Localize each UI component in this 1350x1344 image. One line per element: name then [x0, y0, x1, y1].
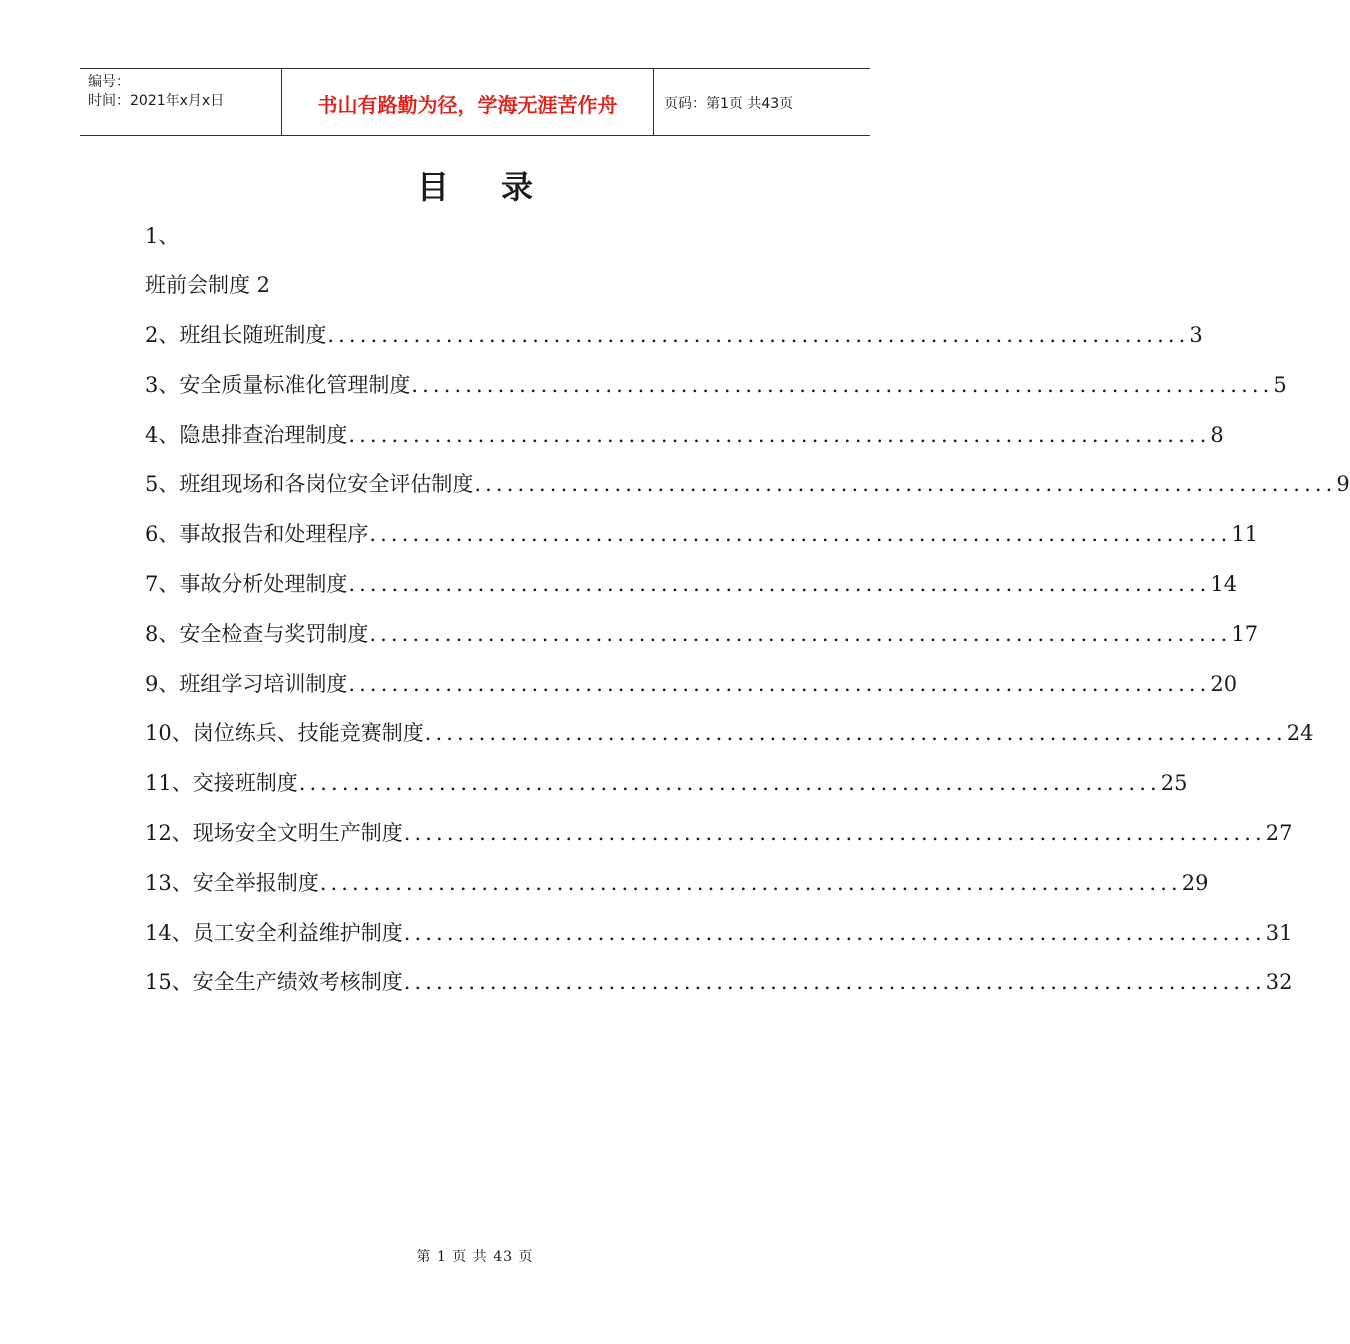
- toc-leader-dots: ................................................................................: [424, 721, 1287, 746]
- toc-entry-page: 27: [1265, 821, 1293, 845]
- toc-entry-page: 11: [1231, 522, 1259, 547]
- toc-leader-dots: ................................................................................: [403, 920, 1266, 945]
- toc-entry[interactable]: [145, 370, 1287, 400]
- date-label: 时间：2021年x月x日: [88, 93, 225, 109]
- toc-entry-label: 9、班组学习培训制度: [145, 671, 348, 696]
- code-label: 编号：: [88, 74, 130, 90]
- toc-entry-label: 10、岗位练兵、技能竞赛制度: [145, 721, 424, 746]
- toc-entry-label: 12、现场安全文明生产制度: [145, 821, 403, 845]
- toc-leader-dots: ................................................................................: [348, 671, 1211, 696]
- header-meta: [80, 69, 282, 135]
- toc-leader-dots: ................................................................................: [319, 870, 1182, 895]
- toc-entry-label: 11、交接班制度: [145, 771, 298, 796]
- toc-item-1-number[interactable]: 1、: [145, 224, 180, 248]
- toc-entry-label: 13、安全举报制度: [145, 870, 319, 895]
- toc-entry-label: 2、班组长随班制度: [145, 323, 327, 347]
- toc-entry-label: 4、隐患排查治理制度: [145, 422, 348, 447]
- toc-leader-dots: ................................................................................: [348, 572, 1211, 596]
- toc-entry[interactable]: [145, 519, 1259, 549]
- toc-entry-label: 14、员工安全利益维护制度: [145, 920, 403, 945]
- toc-entry[interactable]: [145, 868, 1209, 898]
- document-header: [80, 68, 870, 136]
- toc-entry[interactable]: [145, 320, 1203, 350]
- toc-leader-dots: ................................................................................: [348, 422, 1211, 447]
- toc-entry[interactable]: [145, 967, 1293, 997]
- toc-entry-label: 5、班组现场和各岗位安全评估制度: [145, 472, 474, 497]
- toc-entry[interactable]: [145, 918, 1293, 948]
- toc-entry-label: 6、事故报告和处理程序: [145, 522, 369, 547]
- page-footer: 第 1 页 共 43 页: [416, 1249, 534, 1265]
- toc-leader-dots: ................................................................................: [298, 771, 1161, 796]
- toc-entry-page: 5: [1273, 372, 1287, 397]
- header-page-info: 页码：第1页 共43页: [664, 96, 794, 112]
- toc-entry-label: 7、事故分析处理制度: [145, 572, 348, 596]
- header-motto: 书山有路勤为径，学海无涯苦作舟: [282, 69, 654, 135]
- toc-item-1-text[interactable]: 班前会制度 2: [145, 273, 271, 297]
- toc-entry[interactable]: [145, 619, 1259, 649]
- toc-entry-label: 15、安全生产绩效考核制度: [145, 970, 403, 995]
- toc-leader-dots: ................................................................................: [403, 821, 1266, 845]
- title-part-2: 录: [501, 168, 534, 206]
- toc-entry[interactable]: [145, 718, 1314, 748]
- toc-entry-page: 17: [1231, 621, 1259, 646]
- toc-leader-dots: ................................................................................: [369, 522, 1232, 547]
- toc-entry-page: 3: [1189, 323, 1203, 347]
- toc-entry-label: 8、安全检查与奖罚制度: [145, 621, 369, 646]
- toc-entry[interactable]: [145, 469, 1350, 499]
- toc-entry-page: 8: [1210, 422, 1224, 447]
- toc-entry[interactable]: [145, 669, 1238, 699]
- toc-entry[interactable]: [145, 420, 1224, 450]
- toc-leader-dots: ................................................................................: [327, 323, 1190, 347]
- toc-leader-dots: ................................................................................: [369, 621, 1232, 646]
- toc-entry-label: 3、安全质量标准化管理制度: [145, 372, 411, 397]
- toc-leader-dots: ................................................................................: [403, 970, 1266, 995]
- toc-entry-page: 25: [1160, 771, 1188, 796]
- title-part-1: 目: [416, 168, 449, 206]
- toc-entry-page: 20: [1210, 671, 1238, 696]
- toc-entry[interactable]: [145, 768, 1188, 798]
- toc-entry[interactable]: [145, 569, 1238, 599]
- toc-entry-page: 29: [1181, 870, 1209, 895]
- toc-entry-page: 9: [1336, 472, 1350, 497]
- toc-entry-page: 14: [1210, 572, 1238, 596]
- toc-entry-page: 24: [1286, 721, 1314, 746]
- toc-leader-dots: ................................................................................: [411, 372, 1274, 397]
- toc-entry[interactable]: [145, 818, 1293, 848]
- toc-entry-page: 32: [1265, 970, 1293, 995]
- toc-leader-dots: ................................................................................: [474, 472, 1337, 497]
- toc-entry-page: 31: [1265, 920, 1293, 945]
- page-title: [0, 162, 950, 208]
